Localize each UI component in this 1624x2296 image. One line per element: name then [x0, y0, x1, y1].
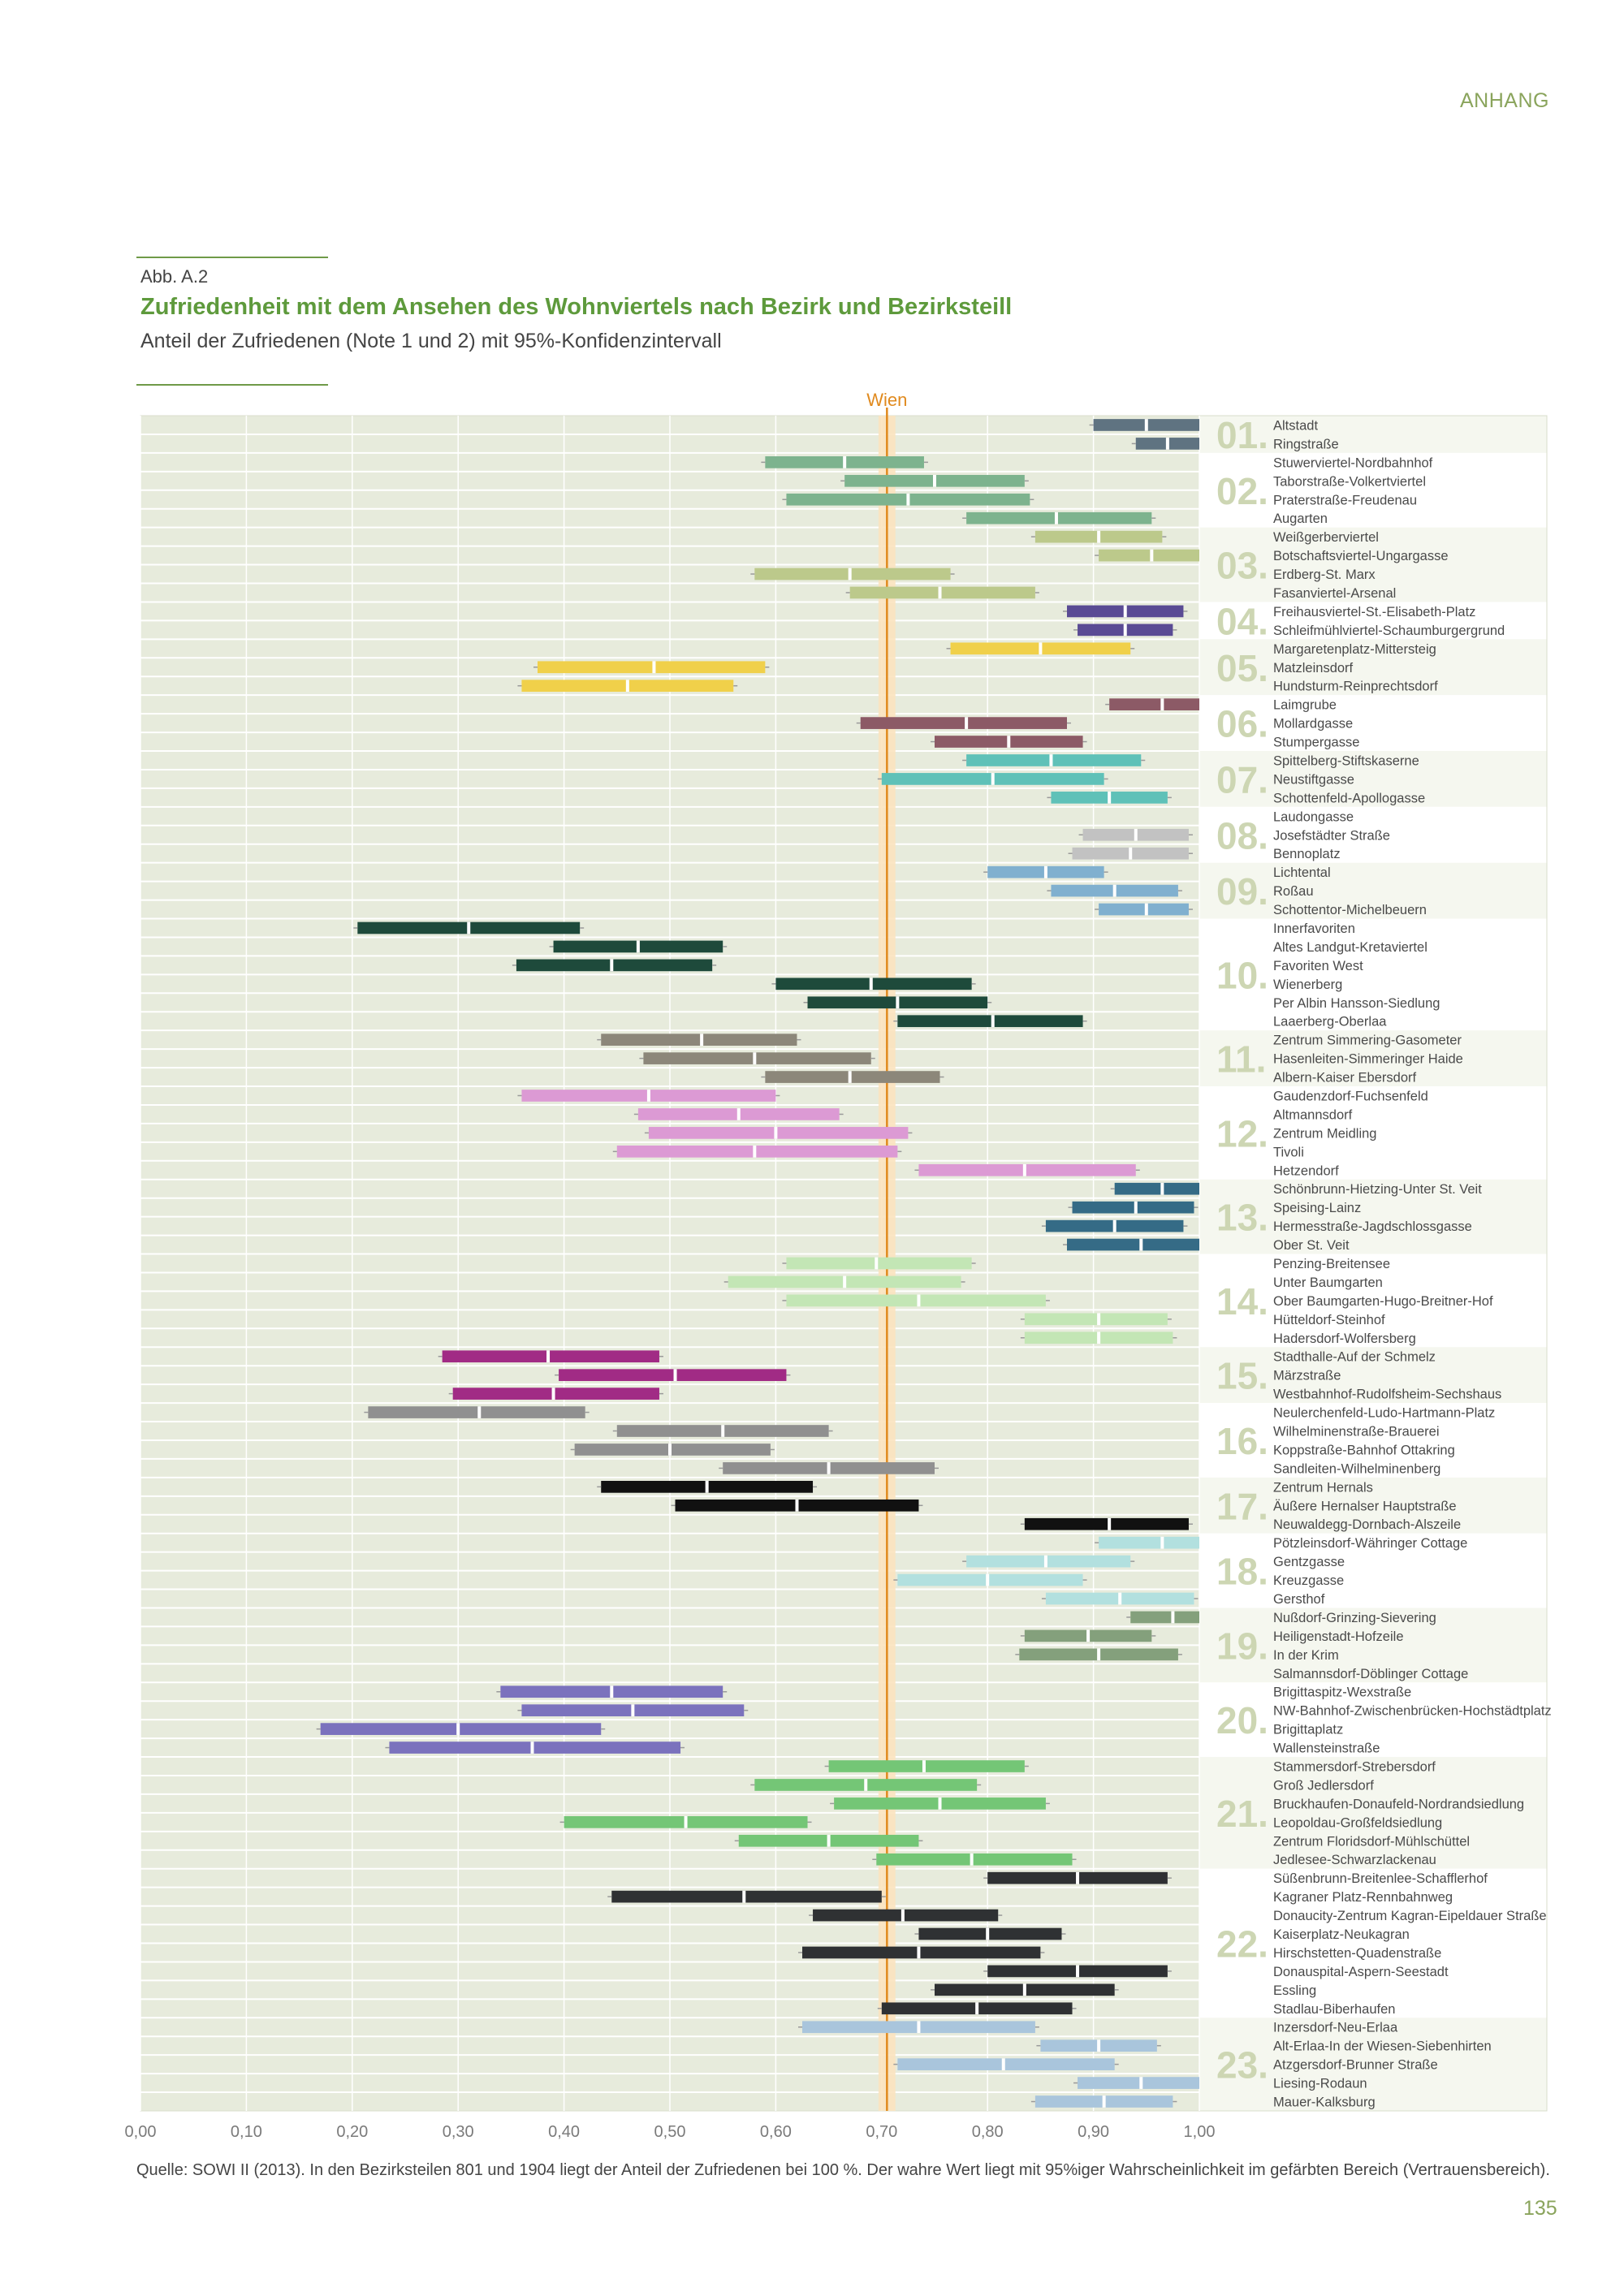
- district-part-label: Salmannsdorf-Döblinger Cottage: [1273, 1666, 1469, 1681]
- district-part-label: Favoriten West: [1273, 958, 1363, 973]
- ci-bar: [1109, 698, 1199, 710]
- ci-bar: [918, 1164, 1135, 1176]
- district-part-label: Gentzgasse: [1273, 1555, 1345, 1570]
- district-number: 23.: [1216, 2044, 1268, 2087]
- district-part-label: Schottenfeld-Apollogasse: [1273, 791, 1426, 806]
- source-note: Quelle: SOWI II (2013). In den Bezirksteilen 801 und 1904 liegt der Anteil der Zufriedenen bei 100 %. Der wahre Wert liegt mit 95%iger Wahrscheinlichkeit im gefärbten Bereich (Vertrauensbereich).: [136, 2161, 1550, 2179]
- ci-bar: [966, 754, 1141, 766]
- ci-bar: [897, 1015, 1082, 1027]
- district-part-label: Hirschstetten-Quadenstraße: [1273, 1945, 1442, 1961]
- district-part-label: Penzing-Breitensee: [1273, 1257, 1391, 1271]
- ci-bar: [1067, 1239, 1199, 1251]
- district-part-label: Ober St. Veit: [1273, 1238, 1350, 1254]
- district-part-label: Brigittaplatz: [1273, 1722, 1344, 1737]
- district-part-label: Augarten: [1273, 511, 1328, 527]
- ci-bar: [1099, 1537, 1199, 1549]
- ci-bar: [611, 1891, 882, 1903]
- district-part-label: Gaudenzdorf-Fuchsenfeld: [1273, 1089, 1428, 1104]
- district-part-label: Roßau: [1273, 884, 1314, 900]
- district-part-label: Stadlau-Biberhaufen: [1273, 2001, 1396, 2017]
- ci-bar: [453, 1388, 659, 1400]
- ci-bar: [897, 1574, 1082, 1586]
- district-number: 17.: [1216, 1485, 1268, 1528]
- district-part-label: Botschaftsviertel-Ungargasse: [1273, 549, 1449, 564]
- district-number: 11.: [1216, 1038, 1267, 1081]
- ci-bar: [966, 512, 1151, 524]
- district-part-label: Stammersdorf-Strebersdorf: [1273, 1759, 1436, 1775]
- ci-bar: [897, 2058, 1114, 2070]
- district-part-label: Ober Baumgarten-Hugo-Breitner-Hof: [1273, 1293, 1493, 1309]
- district-part-label: Zentrum Floridsdorf-Mühlschüttel: [1273, 1834, 1471, 1849]
- district-part-label: Per Albin Hansson-Siedlung: [1273, 995, 1440, 1011]
- district-part-label: Neustiftgasse: [1273, 772, 1354, 788]
- x-tick-label: 0,90: [1078, 2123, 1110, 2141]
- ci-bar: [1078, 2077, 1199, 2089]
- district-part-label: Altstadt: [1273, 418, 1319, 434]
- figure-subtitle: Anteil der Zufriedenen (Note 1 und 2) mit 95%-Konfidenzintervall: [140, 330, 722, 352]
- district-part-label: Josefstädter Straße: [1273, 828, 1390, 844]
- district-part-label: Groß Jedlersdorf: [1273, 1778, 1374, 1793]
- district-number: 02.: [1216, 469, 1268, 512]
- district-part-label: Laaerberg-Oberlaa: [1273, 1014, 1387, 1029]
- ci-bar: [765, 1071, 939, 1083]
- district-part-label: Pötzleinsdorf-Währinger Cottage: [1273, 1536, 1468, 1552]
- district-part-label: Atzgersdorf-Brunner Straße: [1273, 2057, 1438, 2073]
- district-part-label: Zentrum Meidling: [1273, 1126, 1377, 1142]
- x-tick-label: 0,20: [336, 2123, 369, 2141]
- x-tick-label: 0,10: [230, 2123, 262, 2141]
- district-part-label: Koppstraße-Bahnhof Ottakring: [1273, 1443, 1455, 1458]
- district-part-label: Bennoplatz: [1273, 847, 1341, 862]
- ci-bar: [443, 1350, 659, 1362]
- section-header: ANHANG: [1460, 89, 1549, 112]
- district-number: 19.: [1216, 1625, 1268, 1668]
- district-part-label: Laudongasse: [1273, 809, 1354, 825]
- district-part-label: Neulerchenfeld-Ludo-Hartmann-Platz: [1273, 1405, 1496, 1421]
- district-part-label: Wienerberg: [1273, 977, 1343, 992]
- x-tick-label: 0,00: [124, 2123, 157, 2141]
- district-part-label: Speising-Lainz: [1273, 1201, 1362, 1216]
- district-part-label: Erdberg-St. Marx: [1273, 568, 1376, 583]
- ci-bar: [1099, 550, 1199, 562]
- ci-bar: [775, 978, 971, 990]
- district-part-label: Praterstraße-Freudenau: [1273, 493, 1417, 508]
- district-part-label: Märzstraße: [1273, 1368, 1341, 1383]
- district-number: 12.: [1216, 1112, 1268, 1155]
- ci-bar: [1073, 1202, 1194, 1214]
- district-part-label: Laimgrube: [1273, 697, 1337, 713]
- ci-bar: [813, 1910, 998, 1922]
- district-part-label: Stumpergasse: [1273, 735, 1360, 750]
- district-part-label: Süßenbrunn-Breitenlee-Schafflerhof: [1273, 1871, 1488, 1887]
- ci-bar: [1115, 1183, 1199, 1195]
- district-part-label: Stuwerviertel-Nordbahnhof: [1273, 455, 1433, 471]
- district-part-label: Kreuzgasse: [1273, 1573, 1345, 1589]
- reference-label: Wien: [866, 390, 908, 410]
- district-number: 13.: [1216, 1196, 1268, 1239]
- district-part-label: Gersthof: [1273, 1592, 1325, 1608]
- ci-bar: [643, 1052, 870, 1064]
- district-number: 14.: [1216, 1280, 1268, 1323]
- district-part-label: Hasenleiten-Simmeringer Haide: [1273, 1051, 1463, 1067]
- district-part-label: Ringstraße: [1273, 437, 1339, 452]
- district-part-label: Fasanviertel-Arsenal: [1273, 585, 1397, 601]
- district-part-label: Jedlesee-Schwarzlackenau: [1273, 1853, 1436, 1868]
- district-part-label: Heiligenstadt-Hofzeile: [1273, 1629, 1404, 1644]
- ci-bar: [918, 1928, 1061, 1940]
- district-part-label: Zentrum Simmering-Gasometer: [1273, 1033, 1462, 1048]
- x-tick-label: 0,60: [759, 2123, 792, 2141]
- district-part-label: Donaucity-Zentrum Kagran-Eipeldauer Straße: [1273, 1909, 1547, 1924]
- district-part-label: Altmannsdorf: [1273, 1107, 1353, 1123]
- ci-bar: [786, 1295, 1045, 1307]
- district-part-label: Inzersdorf-Neu-Erlaa: [1273, 2020, 1398, 2035]
- district-part-label: Innerfavoriten: [1273, 921, 1355, 936]
- district-part-label: Wallensteinstraße: [1273, 1741, 1380, 1756]
- ci-bar: [786, 1258, 971, 1270]
- x-tick-label: 0,30: [442, 2123, 474, 2141]
- district-number: 09.: [1216, 870, 1268, 913]
- district-part-label: Westbahnhof-Rudolfsheim-Sechshaus: [1273, 1387, 1502, 1402]
- district-number: 22.: [1216, 1923, 1268, 1966]
- district-part-label: Hütteldorf-Steinhof: [1273, 1312, 1385, 1327]
- district-part-label: Äußere Hernalser Hauptstraße: [1273, 1499, 1457, 1514]
- district-number: 21.: [1216, 1792, 1268, 1835]
- district-number: 18.: [1216, 1550, 1268, 1593]
- district-part-label: Wilhelminenstraße-Brauerei: [1273, 1424, 1440, 1439]
- ci-bar: [368, 1406, 585, 1418]
- ci-bar: [966, 1556, 1130, 1568]
- district-part-label: Hetzendorf: [1273, 1163, 1339, 1179]
- district-part-label: Essling: [1273, 1983, 1317, 1998]
- district-number: 07.: [1216, 758, 1268, 801]
- ci-bar: [1025, 1518, 1189, 1530]
- ci-bar: [601, 1034, 797, 1046]
- ci-bar: [575, 1444, 771, 1456]
- district-part-label: Schönbrunn-Hietzing-Unter St. Veit: [1273, 1182, 1482, 1198]
- district-part-label: Tivoli: [1273, 1145, 1304, 1160]
- district-part-label: Stadthalle-Auf der Schmelz: [1273, 1349, 1436, 1365]
- district-part-label: Leopoldau-Großfeldsiedlung: [1273, 1815, 1443, 1831]
- district-part-label: Nußdorf-Grinzing-Sievering: [1273, 1610, 1436, 1625]
- x-tick-label: 1,00: [1183, 2123, 1216, 2141]
- ci-bar: [829, 1760, 1025, 1772]
- district-part-label: Altes Landgut-Kretaviertel: [1273, 939, 1427, 955]
- district-part-label: Taborstraße-Volkertviertel: [1273, 474, 1426, 490]
- ci-bar: [850, 587, 1035, 599]
- district-part-label: Margaretenplatz-Mittersteig: [1273, 641, 1436, 657]
- district-part-label: Freihausviertel-St.-Elisabeth-Platz: [1273, 604, 1476, 619]
- ci-bar: [649, 1127, 908, 1139]
- district-part-label: Albern-Kaiser Ebersdorf: [1273, 1070, 1417, 1085]
- ci-bar: [876, 1854, 1072, 1866]
- x-tick-label: 0,40: [548, 2123, 581, 2141]
- district-part-label: Brigittaspitz-Wexstraße: [1273, 1685, 1412, 1700]
- district-part-label: Mollardgasse: [1273, 716, 1354, 732]
- district-part-label: Neuwaldegg-Dornbach-Alszeile: [1273, 1517, 1462, 1533]
- district-number: 04.: [1216, 600, 1268, 643]
- district-part-label: Alt-Erlaa-In der Wiesen-Siebenhirten: [1273, 2039, 1492, 2054]
- ci-bar: [559, 1369, 786, 1381]
- district-number: 15.: [1216, 1354, 1268, 1397]
- district-number: 05.: [1216, 646, 1268, 689]
- district-part-label: In der Krim: [1273, 1647, 1339, 1663]
- district-number: 20.: [1216, 1699, 1268, 1742]
- district-part-label: Schleifmühlviertel-Schaumburgergrund: [1273, 623, 1505, 638]
- ci-bar: [617, 1146, 898, 1158]
- figure-label: Abb. A.2: [140, 266, 209, 287]
- ci-bar: [861, 717, 1067, 729]
- district-part-label: Liesing-Rodaun: [1273, 2076, 1367, 2091]
- district-number: 16.: [1216, 1419, 1268, 1462]
- district-part-label: Weißgerberviertel: [1273, 530, 1379, 546]
- ci-bar: [802, 1947, 1040, 1959]
- district-part-label: Sandleiten-Wilhelminenberg: [1273, 1461, 1441, 1477]
- ci-bar: [1025, 1313, 1168, 1325]
- district-number: 08.: [1216, 814, 1268, 857]
- district-part-label: Hadersdorf-Wolfersberg: [1273, 1331, 1416, 1346]
- ci-bar: [1099, 904, 1189, 916]
- district-part-label: Matzleinsdorf: [1273, 660, 1354, 675]
- district-number: 03.: [1216, 544, 1268, 587]
- ci-bar: [1130, 1612, 1199, 1624]
- district-part-label: Mauer-Kalksburg: [1273, 2095, 1376, 2110]
- district-part-label: Kagraner Platz-Rennbahnweg: [1273, 1890, 1453, 1905]
- district-part-label: Hundsturm-Reinprechtsdorf: [1273, 679, 1438, 694]
- figure-title: Zufriedenheit mit dem Ansehen des Wohnviertels nach Bezirk und Bezirksteill: [140, 294, 1013, 320]
- district-part-label: Unter Baumgarten: [1273, 1275, 1383, 1290]
- x-tick-label: 0,70: [866, 2123, 898, 2141]
- district-part-label: Schottentor-Michelbeuern: [1273, 903, 1427, 918]
- district-part-label: Bruckhaufen-Donaufeld-Nordrandsiedlung: [1273, 1797, 1525, 1812]
- ci-bar: [389, 1741, 680, 1754]
- ci-bar: [516, 960, 712, 972]
- district-part-label: Kaiserplatz-Neukagran: [1273, 1927, 1410, 1943]
- x-tick-label: 0,80: [971, 2123, 1004, 2141]
- ci-bar: [321, 1723, 602, 1735]
- district-number: 01.: [1216, 413, 1268, 456]
- page-number: 135: [1523, 2197, 1557, 2220]
- district-part-label: Zentrum Hernals: [1273, 1480, 1373, 1495]
- x-tick-label: 0,50: [654, 2123, 686, 2141]
- ci-bar: [538, 661, 765, 673]
- district-number: 10.: [1216, 954, 1268, 997]
- district-part-label: Lichtental: [1273, 865, 1331, 881]
- district-number: 06.: [1216, 702, 1268, 745]
- district-part-label: Donauspital-Aspern-Seestadt: [1273, 1964, 1449, 1979]
- district-part-label: Hermesstraße-Jagdschlossgasse: [1273, 1219, 1472, 1235]
- district-part-label: NW-Bahnhof-Zwischenbrücken-Hochstädtplatz: [1273, 1703, 1552, 1719]
- district-part-label: Spittelberg-Stiftskaserne: [1273, 753, 1419, 769]
- ci-bar: [754, 568, 950, 580]
